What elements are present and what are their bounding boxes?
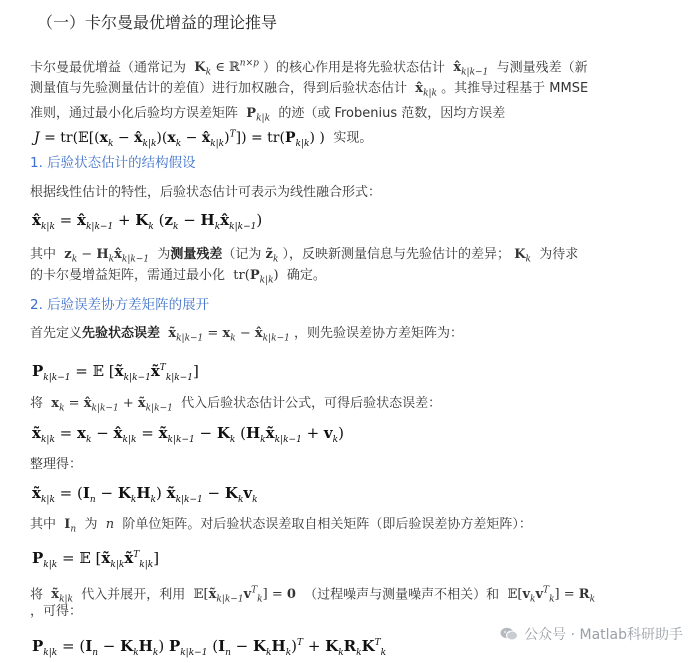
subsection-title-2: 2. 后验误差协方差矩阵的展开: [30, 297, 210, 313]
section2-line-2: [30, 394, 441, 419]
math-prior-estimate: $x̂_{k|k-1}$: [453, 60, 489, 78]
math-posterior-estimate: $x̂_{k|k}$: [415, 81, 438, 99]
math-trace: $tr(P_{k|k})$: [229, 268, 283, 286]
intro-line-2: [30, 79, 588, 104]
bold-term: 测量残差: [170, 247, 223, 262]
math-posterior-error: $x̃_{k|k}$: [51, 587, 74, 605]
section2-line-5: [30, 581, 595, 610]
equation-joseph-form: $P_{k|k} = (I_n - K_kH_k)$ $P_{k|k-1}$ $(I_n - K_kH_k)^T + K_kR_kK^T_k$: [32, 637, 387, 658]
intro-text: 准则，通过最小化后验均方误差矩阵: [30, 106, 239, 121]
math-state-substitution: $x_k$ = $x̂_{k|k-1}$ + $x̃_{k|k-1}$: [51, 396, 173, 414]
bold-term: 先验状态误差: [82, 326, 161, 341]
equation-posterior-error-simplified: $x̃_{k|k} = (I_n - K_kH_k)$ $x̃_{k|k-1} - K_kv_k$: [32, 484, 258, 505]
section2-text: ，则先验误差协方差矩阵为：: [294, 326, 464, 341]
math-residual-symbol: $z̃_k$: [265, 247, 279, 265]
section2-text: 代入后验状态估计公式，可得后验状态误差：: [181, 396, 442, 411]
section2-text: 其中: [30, 517, 57, 532]
equation-posterior-error: $x̃_{k|k} = x_k$ − $x̂_{k|k}$ = $x̃_{k|k-1} - K_k$ $(H_kx̃_{k|k-1} + v_k)$: [32, 424, 344, 445]
section1-text: 其中: [30, 247, 57, 262]
section2-text: 将: [30, 587, 44, 603]
section1-text: （记为: [222, 247, 262, 262]
math-noise-cov: $𝔼[v_kv^T_k] = R_k$: [503, 586, 596, 605]
watermark: [500, 624, 683, 644]
section1-text: ），反映新测量信息与先验估计的差异；: [282, 247, 511, 262]
section1-text: 的卡尔曼增益矩阵，需通过最小化: [30, 268, 226, 283]
math-cost-function: $J = tr(𝔼[(x_k$ − $x̂_{k|k})(x_k$ − $x̂_{k|k})^T]) = tr(P_{k|k})$ ): [34, 129, 330, 149]
section2-text: 首先定义: [30, 326, 83, 341]
section2-text: ，可得：: [30, 604, 83, 619]
math-posterior-cov: $P_{k|k}$: [246, 106, 271, 124]
section2-text: 整理得：: [30, 457, 83, 472]
intro-text: 与测量残差（新: [496, 60, 588, 76]
watermark-text: 公众号 · Matlab科研助手: [524, 627, 683, 643]
section-heading: （一）卡尔曼最优增益的理论推导: [37, 13, 278, 32]
section2-text: 为: [84, 517, 98, 532]
intro-text: 的迹（或 Frobenius 范数，因均方误差: [278, 106, 506, 121]
section1-text: 确定。: [286, 268, 326, 283]
equation-posterior-cov: $P_{k|k}$ = 𝔼 $[x̃_{k|k}x̃^T_{k|k}]$: [32, 549, 160, 570]
subsection-title-1: 1. 后验状态估计的结构假设: [30, 155, 196, 171]
section2-text: 阶单位矩阵。对后验状态误差取自相关矩阵（即后验误差协方差矩阵）：: [122, 517, 532, 532]
section2-text: 代入并展开，利用: [81, 587, 186, 603]
intro-text: 。其推导过程基于 MMSE: [441, 81, 589, 96]
math-gain-def: $K_k$ ∈ ℝ$^{n\times p}$: [194, 59, 259, 78]
section2-text: 将: [30, 396, 44, 411]
math-n: n: [101, 517, 119, 532]
math-gain: $K_k$: [514, 247, 531, 265]
intro-text: ）的核心作用是将先验状态估计: [263, 60, 446, 76]
math-residual: $z_k$ − $H_kx̂_{k|k-1}$: [64, 247, 150, 265]
section2-line-1: [30, 324, 463, 349]
section1-line-3: [30, 266, 326, 291]
section1-text: 为: [157, 247, 171, 262]
intro-text: 测量值与先验测量估计的差值）进行加权融合，得到后验状态估计: [30, 81, 408, 96]
section1-text: 根据线性估计的特性，后验状态估计可表示为线性融合形式：: [30, 185, 382, 200]
section2-text: （过程噪声与测量噪声不相关）和: [304, 587, 500, 603]
math-uncorrelated: $𝔼[x̃_{k|k-1}v^T_k] = 0$: [189, 586, 296, 605]
math-prior-error: $x̃_{k|k-1} = x_k$ − $x̂_{k|k-1}$: [168, 326, 290, 344]
intro-text: 卡尔曼最优增益（通常记为: [30, 60, 187, 76]
equation-posterior-update: $x̂_{k|k}$ = $x̂_{k|k-1} + K_k$ ($z_k$ − $H_kx̂_{k|k-1}$): [32, 211, 263, 232]
section1-text: 为待求: [539, 247, 579, 262]
wechat-icon: [500, 627, 518, 641]
math-identity: $I_n$: [64, 517, 77, 535]
intro-line-4: [34, 124, 372, 153]
intro-text: 实现。: [333, 130, 373, 146]
equation-prior-cov: $P_{k|k-1}$ = 𝔼 $[x̃_{k|k-1}x̃^T_{k|k-1}]$: [32, 362, 199, 383]
section2-line-4: [30, 515, 532, 540]
